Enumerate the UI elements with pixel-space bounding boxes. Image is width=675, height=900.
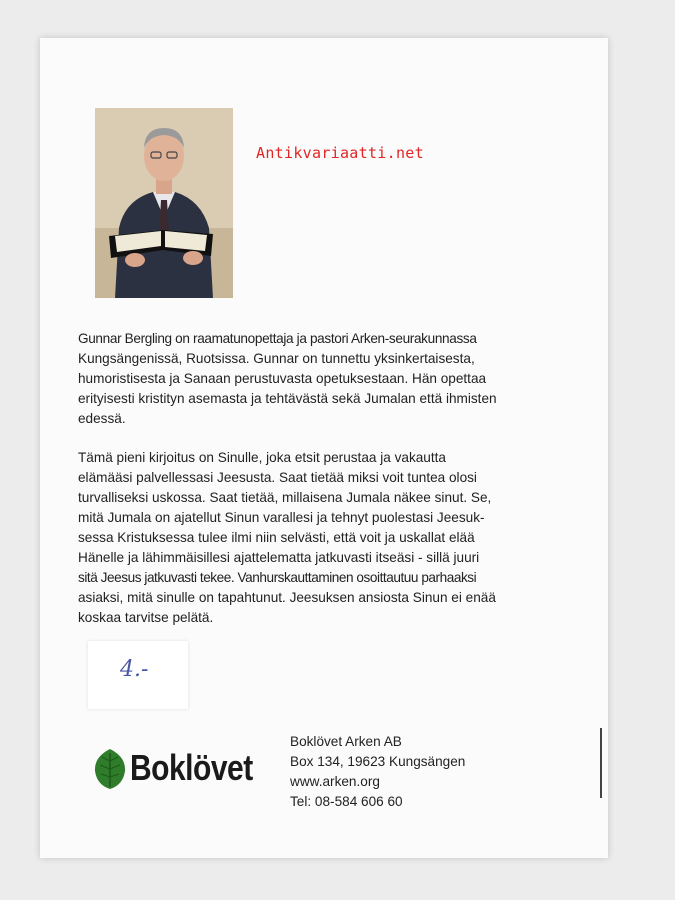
logo-wordmark: Boklövet — [130, 748, 253, 789]
page-edge-mark — [600, 728, 602, 798]
price-handwritten: 4.- — [120, 657, 149, 682]
text-line: turvalliseksi uskossa. Saat tietää, millaisena Jumala näkee sinut. Se, — [78, 490, 492, 505]
publisher-contact — [290, 732, 465, 812]
text-line: koskaa tarvitse pelätä. — [78, 610, 214, 625]
booklet-back-cover — [40, 38, 608, 858]
portrait-illustration — [95, 108, 233, 298]
publisher-phone: Tel: 08-584 606 60 — [290, 794, 403, 809]
booklet-description-paragraph — [78, 448, 578, 628]
publisher-name: Boklövet Arken AB — [290, 734, 402, 749]
watermark-text: Antikvariaatti.net — [256, 144, 424, 162]
text-line: elämääsi palvellessasi Jeesusta. Saat tietää miksi voit tuntea olosi — [78, 470, 477, 485]
text-line: Hänelle ja lähimmäisillesi ajattelematta jatkuvasti itseäsi - sillä juuri — [78, 550, 480, 565]
text-line: erityisesti kristityn asemasta ja tehtävästä sekä Jumalan että ihmisten — [78, 391, 497, 406]
publisher-logo — [92, 744, 253, 794]
text-line: edessä. — [78, 411, 126, 426]
text-line: Kungsängenissä, Ruotsissa. Gunnar on tunnettu yksinkertaisesta, — [78, 351, 475, 366]
publisher-address: Box 134, 19623 Kungsängen — [290, 754, 466, 769]
author-bio-paragraph — [78, 329, 578, 429]
text-line: Tämä pieni kirjoitus on Sinulle, joka etsit perustaa ja vakautta — [78, 450, 446, 465]
text-line: sessa Kristuksessa tulee ilmi niin selvästi, että voit ja uskallat elää — [78, 530, 475, 545]
price-sticker — [88, 641, 188, 709]
leaf-icon — [92, 747, 128, 791]
text-line: asiaksi, mitä sinulle on tapahtunut. Jeesuksen ansiosta Sinun ei enää — [78, 590, 496, 605]
publisher-website: www.arken.org — [290, 774, 380, 789]
text-line: Gunnar Bergling on raamatunopettaja ja pastori Arken-seurakunnassa — [78, 331, 477, 346]
text-line: mitä Jumala on ajatellut Sinun varallesi ja tehnyt puolestasi Jeesuk- — [78, 510, 485, 525]
text-line: sitä Jeesus jatkuvasti tekee. Vanhurskauttaminen osoittautuu parhaaksi — [78, 570, 477, 585]
text-line: humoristisesta ja Sanaan perustuvasta opetuksestaan. Hän opettaa — [78, 371, 487, 386]
author-portrait-photo — [95, 108, 233, 298]
